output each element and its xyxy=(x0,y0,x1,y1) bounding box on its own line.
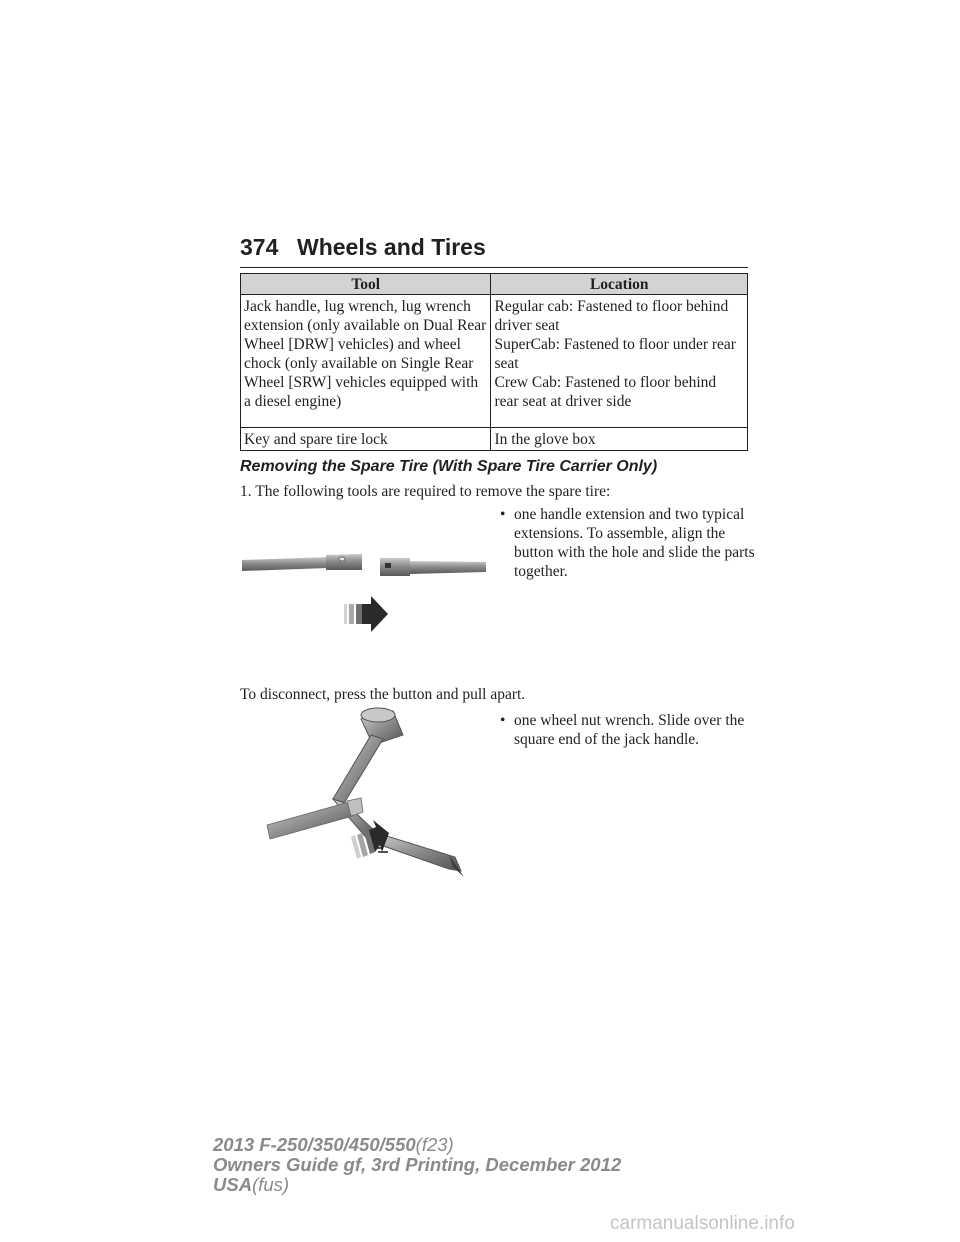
section-title: Wheels and Tires xyxy=(297,234,486,260)
footer-line-1 xyxy=(213,1135,621,1155)
table-header-location: Location xyxy=(491,274,748,295)
wrench-icon xyxy=(333,708,464,877)
tools-table xyxy=(240,273,748,451)
wheel-nut-wrench-illustration xyxy=(265,705,470,880)
step-1-text: 1. The following tools are required to remove the spare tire: xyxy=(240,483,611,500)
watermark: carmanualsonline.info xyxy=(610,1213,795,1234)
footer-model-code: (f23) xyxy=(415,1134,454,1155)
bullet-icon: • xyxy=(500,506,506,523)
bullet-text: one wheel nut wrench. Slide over the square end of the jack handle. xyxy=(514,712,745,748)
jack-handle-icon xyxy=(267,798,363,839)
subsection-heading: Removing the Spare Tire (With Spare Tire Carrier Only) xyxy=(240,458,658,475)
header-rule xyxy=(240,267,748,268)
bullet-text: one handle extension and two typical extensions. To assemble, align the button with the hole and slide the parts together. xyxy=(514,506,755,580)
table-header-tool: Tool xyxy=(241,274,491,295)
footer-market: USA xyxy=(213,1174,253,1195)
footer-line-3 xyxy=(213,1175,621,1195)
bullet-icon: • xyxy=(500,712,506,729)
tool-cell: Jack handle, lug wrench, lug wrench extension (only available on Dual Rear Wheel [DRW] vehicles) and wheel chock (only available on Single Rear Wheel [SRW] vehicles equipped with a diesel engine) xyxy=(241,295,491,428)
arrow-icon xyxy=(344,596,388,632)
location-line: Crew Cab: Fastened to floor behind rear seat at driver side xyxy=(494,374,717,410)
extension-assembly-illustration xyxy=(240,550,490,640)
disconnect-text: To disconnect, press the button and pull apart. xyxy=(240,686,526,703)
typical-extension-icon xyxy=(380,558,486,576)
location-cell xyxy=(491,295,748,428)
page-number: 374 xyxy=(240,234,279,260)
location-line: Regular cab: Fastened to floor behind driver seat xyxy=(494,298,729,334)
footer-model: 2013 F-250/350/450/550 xyxy=(213,1134,416,1155)
table-row xyxy=(241,295,748,428)
bullet-item xyxy=(500,505,760,581)
handle-extension-icon xyxy=(242,554,362,571)
table-row xyxy=(241,428,748,451)
location-cell xyxy=(491,428,748,451)
bullet-item xyxy=(500,711,760,749)
footer-market-code: (fus) xyxy=(252,1174,290,1195)
page-footer xyxy=(213,1135,621,1195)
footer-line-2: Owners Guide gf, 3rd Printing, December 2012 xyxy=(213,1154,622,1175)
tool-cell: Key and spare tire lock xyxy=(241,428,491,451)
table-header-row xyxy=(241,274,748,295)
location-line: In the glove box xyxy=(494,431,596,448)
location-line: SuperCab: Fastened to floor under rear seat xyxy=(494,336,736,372)
